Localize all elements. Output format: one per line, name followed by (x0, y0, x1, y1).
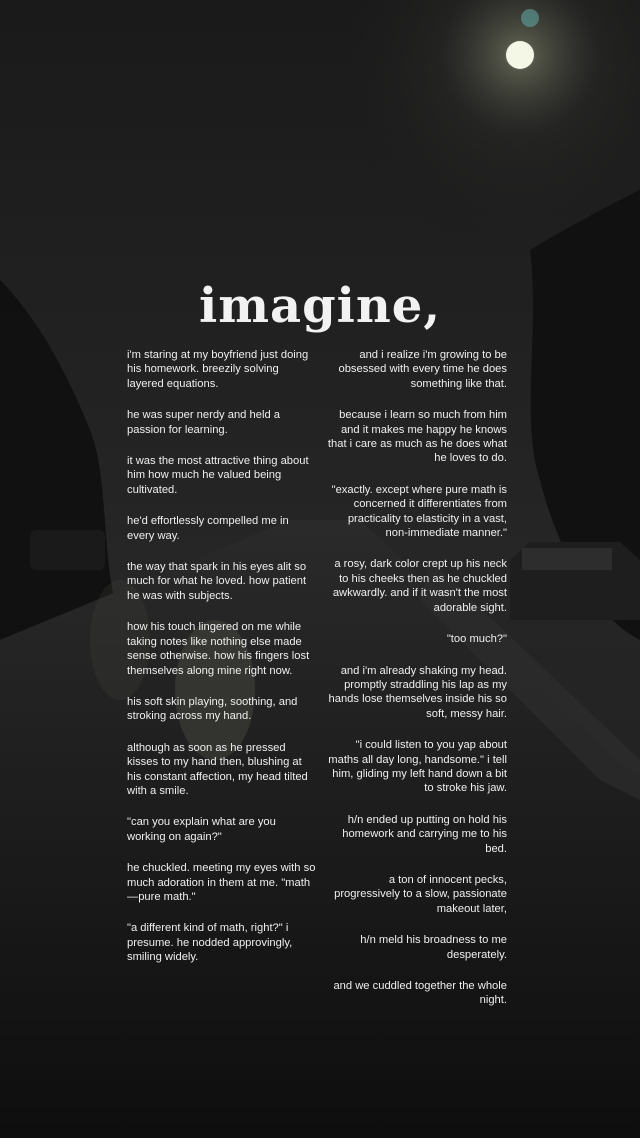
right-paragraph: "exactly. except where pure math is concerned it differentiates from practicality to elasticity in a vast, non-immediate manner." (331, 483, 507, 540)
right-paragraph: and i'm already shaking my head. promptly straddling his lap as my hands lose themselves inside his so soft, messy hair. (328, 664, 507, 720)
left-paragraph: the way that spark in his eyes alit so much for what he loved. how patient he was with subjects. (127, 561, 307, 602)
left-paragraph: how his touch lingered on me while taking notes like nothing else made sense otherwise. how his fingers lost themselves along mine right now. (127, 621, 310, 677)
right-paragraph: "i could listen to you yap about maths all day long, handsome." i tell him, gliding my left hand down a bit to stroke his jaw. (328, 739, 507, 795)
left-paragraph: it was the most attractive thing about him how much he valued being cultivated. (127, 455, 309, 496)
right-paragraph: and we cuddled together the whole night. (333, 980, 507, 1007)
left-paragraph: although as soon as he pressed kisses to my hand then, blushing at his constant affection, my head tilted with a smile. (127, 741, 308, 797)
right-paragraph: "too much?" (446, 633, 507, 646)
left-paragraph: "a different kind of math, right?" i presume. he nodded approvingly, smiling widely. (127, 922, 293, 964)
right-paragraph: h/n ended up putting on hold his homework and carrying me to his bed. (342, 813, 507, 855)
left-paragraph: i'm staring at my boyfriend just doing his homework. breezily solving layered equations. (127, 349, 309, 390)
left-paragraph: his soft skin playing, soothing, and stroking across my hand. (127, 695, 298, 723)
left-paragraph: he was super nerdy and held a passion for learning. (127, 409, 280, 436)
right-paragraph: because i learn so much from him and it makes me happy he knows that i care as much as he does what he loves to do. (327, 409, 507, 465)
right-paragraph: and i realize i'm growing to be obsessed with every time he does something like that. (338, 349, 507, 390)
left-paragraph: he chuckled. meeting my eyes with so much adoration in them at me. "math—pure math." (127, 862, 316, 903)
left-paragraph: "can you explain what are you working on again?" (127, 816, 276, 843)
left-paragraph: he'd effortlessly compelled me in every way. (127, 515, 289, 542)
right-paragraph: h/n meld his broadness to me desperately. (360, 934, 507, 961)
right-paragraph: a rosy, dark color crept up his neck to his cheeks then as he chuckled awkwardly. and if it wasn't the most adorable sight. (332, 558, 507, 614)
right-paragraph: a ton of innocent pecks, progressively to a slow, passionate makeout later, (334, 873, 507, 915)
page-title: imagine, (198, 278, 442, 334)
left-text-column (127, 348, 317, 982)
right-text-column (323, 348, 507, 1025)
